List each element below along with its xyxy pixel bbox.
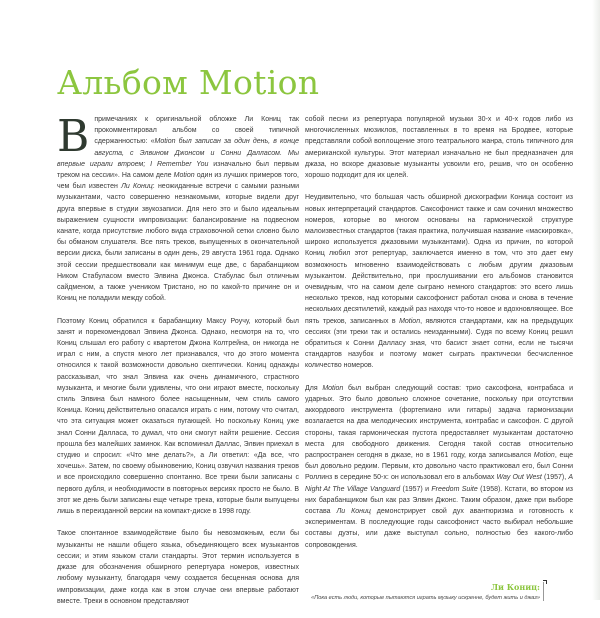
text-segment: Неудивительно, что большая часть обширной дискографии Коница состоит из новых интерпретаций стандартов. Саксофонист также и сам сочинил множество номеров, которые во многом основаны на гармонической структуре малоизвестных стандартов (такая практика, получившая название «маскировка», широко используется джазовыми музыкантами). Одна из причин, по которой Кониц любил этот репертуар, заключается именно в том, что это дает ему возможность мгновенно взаимодействовать с любым другим джазовым музыкантом. Действительно, при прослушивании его альбомов становится очевидным, что на самом деле сыграно немного стандартов: это всего лишь несколько треков, над которыми саксофонист работал снова и снова в течение нескольких десятилетий, каждый раз находя что-то новое и вдохновляющее. Все пять треков, записанных в (305, 194, 573, 325)
italic-text: Ли Кониц (336, 508, 371, 516)
text-segment: собой песни из репертуара популярной музыки 30-х и 40-х годов либо из многочисленных мюзиклов, поставленных в то время на Бродвее, которые представляли собой воплощение этого театрального жанра, столь типичного для американской культуры. Этот материал изначально не был предназначен для джаза, но вскоре джазовые музыканты усвоили его, решив, что он особенно хорошо подходит для их целей. (305, 116, 573, 180)
italic-text: Motion (173, 172, 195, 180)
drop-cap: В (57, 111, 90, 162)
body-paragraph (57, 316, 299, 518)
text-segment: Для (305, 384, 323, 392)
text-segment: примечаниях к оригинальной обложке Ли Кониц так прокомментировал альбом со своей типичной сдержанностью: « (94, 116, 299, 146)
italic-text: Motion (399, 317, 421, 325)
right-text-column (305, 114, 573, 603)
body-paragraph (305, 192, 573, 371)
text-segment: был выбран следующий состав: трио саксофона, контрабаса и ударных. Это было довольно сложное сочетание, поскольку при отсутствии аккордового инструмента (фортепиано или гитары) задача гармонизации возлагается на два мелодических инструмента, контрабас и саксофон. С другой стороны, такая гармоническая пустота предоставляет музыкантам достаточно места для свободного движения. Сегодня такой состав относительно распространен сегодня в джазе, но в 1961 году, когда записывался (305, 384, 573, 460)
italic-text: Way Out West (496, 474, 542, 482)
text-segment: Поэтому Кониц обратился к барабанщику Максу Роучу, который был занят и порекомендовал Элвина Джонса. Однако, несмотря на то, что Кониц слышал его работу с квартетом Джона Колтрейна, он никогда не играл с ним, а спустя много лет признавался, что до этого момента относился к такой возможности довольно скептически. Кониц однажды рассказывал, что знал Элвина как очень динамичного, страстного музыканта, и многие были удивлены, что они играют вместе, поскольку стиль Элвина был намного более насыщенным, чем стиль самого Коница. Кониц действительно опасался играть с ним, потому что считал, что эта ситуация может оказаться пугающей. Но поскольку Кониц уже знал Сонни Далласа, то думал, что они смогут найти решение. Сессия прошла без малейших заминок. Как вспоминал Даллас, Элвин приехал в студию и спросил: «Что мне делать?», а Ли ответил: «Да все, что хочешь». Затем, по своему обыкновению, Кониц озвучил названия треков и все происходило совершенно спонтанно. Все треки были записаны с первого дубля, и необходимости в повторных версиях просто не было. В этот же день были записаны еще четыре трека, которые были выпущены лишь в переизданной версии на компакт-диске в 1998 году. (57, 317, 299, 516)
quote-author: Ли Кониц: (490, 581, 540, 592)
text-segment: Такое спонтанное взаимодействие было бы невозможным, если бы музыканты не нашли общего языка, объединяющего всех музыкантов сессии; и этим языком стали стандарты. Этот термин используется в джазе для обозначения обширного репертуара номеров, известных любому музыканту, благодаря чему создается бесценная основа для импровизации, даже когда как в этом случае они впервые работают вместе. Треки в основном представляют (57, 530, 299, 605)
quote-divider (543, 582, 544, 601)
italic-text: A Night At The Village Vanguard (305, 474, 573, 493)
body-paragraph (305, 114, 573, 181)
text-segment: , являются стандартами, как на предыдущих сессиях (эти треки так и остались неизданными). Судя по всему Кониц решил обратиться к Сонни Далласу зная, что басист знает сотни, если не тысячи стандартов назубок и поэтому может сыграть практически бесчисленное количество номеров. (305, 317, 573, 370)
text-segment: демонстрирует свой дух авантюризма и готовность к экспериментам. В последующие годы саксофонист часто выбирал небольшие составы дуэты, или даже выступал сольно, полностью без какого-либо сопровождения. (305, 508, 573, 549)
italic-text: Ли Кониц (121, 183, 153, 191)
italic-text: Motion (322, 384, 344, 392)
quote-text: «Пока есть люди, которые пытаются играть музыку искренне, будет жить и джаз» (311, 594, 540, 601)
left-text-column (57, 111, 300, 618)
text-segment: : неожиданные встречи с самыми разными музыкантами, часто совершенно незнакомыми, которые видели друг друга впервые в студии звукозаписи. Для него это и было идеальным выражением сущности импровизации: балансирование на подвесном канате, когда присутствие любого вида страховочной сетки словно было бы обманом слушателя. Все пять треков, выпущенных в окончательной версии диска, были записаны в один день, 29 августа 1961 года. Однако этой сессии предшествовали как минимум еще две, с барабанщиком Ником Стабуласом вместо Элвина Джонса. Стабулас был отличным сайдменом, а также учеником Тристано, но по какой-то причине он и Кониц не поладили между собой. (57, 183, 300, 303)
text-segment: (1957) и (400, 485, 432, 493)
italic-text: Motion (533, 452, 555, 460)
italic-text: Freedom Suite (431, 485, 478, 493)
page-edge-shadow (592, 0, 600, 600)
body-paragraph (57, 111, 300, 304)
text-segment: один из лучших примеров того, чем был известен (57, 172, 299, 191)
text-segment: , еще был довольно редким. Первым, кто довольно часто практиковал его, был Сонни Роллинз в середине 50-х: он использовал его в альбомах (305, 452, 573, 482)
page-title: Альбом Motion (57, 63, 320, 102)
body-paragraph (305, 383, 573, 551)
italic-text: Motion был записан за один день, в конце августа, с Элвином Джонсом и Сонни Далласом. Мы впервые играли втроем; I Remember You (57, 138, 299, 168)
text-segment: (1957), (541, 474, 569, 482)
text-segment: изначально был первым треком на сессии». На самом деле (57, 160, 299, 180)
text-segment: (1958). Кстати, во втором из них барабанщиком был как раз Элвин Джонс. Таким образом, даже при выборе состава (305, 485, 574, 516)
body-paragraph (57, 528, 299, 606)
